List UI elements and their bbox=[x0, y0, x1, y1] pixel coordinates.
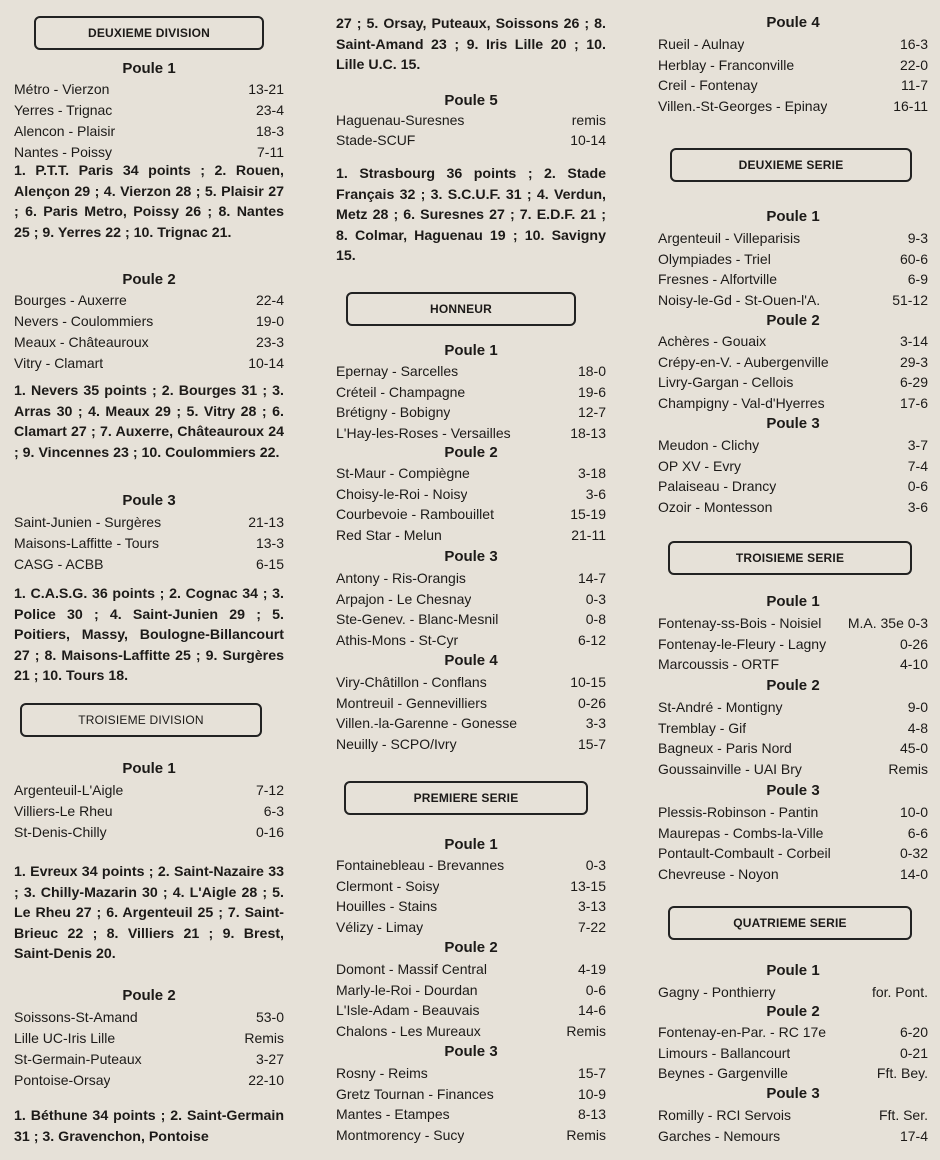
result-row bbox=[336, 484, 606, 504]
match-score: 53-0 bbox=[255, 1009, 284, 1025]
match-teams: Champigny - Val-d'Hyerres bbox=[658, 395, 825, 412]
match-score: 16-11 bbox=[893, 98, 928, 115]
result-row bbox=[658, 738, 928, 758]
match-score: 7-12 bbox=[255, 782, 284, 798]
result-row bbox=[658, 802, 928, 822]
match-teams: Fontenay-le-Fleury - Lagny bbox=[658, 635, 827, 652]
result-row bbox=[336, 959, 606, 979]
match-score: 0-16 bbox=[255, 824, 284, 840]
result-row bbox=[336, 980, 606, 1000]
match-teams: Maurepas - Combs-la-Ville bbox=[658, 824, 824, 841]
result-row bbox=[14, 512, 284, 532]
match-score: 16-3 bbox=[899, 36, 928, 52]
match-score: 4-8 bbox=[907, 719, 928, 736]
result-row bbox=[658, 96, 928, 116]
result-row bbox=[658, 634, 928, 654]
match-teams: St-Maur - Compiègne bbox=[336, 465, 470, 481]
match-teams: Houilles - Stains bbox=[336, 898, 438, 915]
match-score: 12-7 bbox=[577, 404, 606, 421]
match-score: 15-19 bbox=[570, 506, 606, 523]
match-score: 0-6 bbox=[585, 981, 606, 998]
match-teams: Epernay - Sarcelles bbox=[336, 363, 459, 379]
match-teams: Villen.-St-Georges - Epinay bbox=[658, 98, 828, 115]
match-teams: Red Star - Melun bbox=[336, 527, 442, 544]
result-row bbox=[14, 801, 284, 821]
poule-title: Poule 2 bbox=[766, 1003, 820, 1020]
result-row bbox=[14, 311, 284, 331]
result-row bbox=[14, 142, 284, 162]
match-score: 60-6 bbox=[899, 250, 928, 267]
match-teams: Créteil - Champagne bbox=[336, 383, 466, 400]
match-teams: Viry-Châtillon - Conflans bbox=[336, 674, 487, 690]
match-teams: Ste-Genev. - Blanc-Mesnil bbox=[336, 611, 499, 628]
match-teams: Chalons - Les Mureaux bbox=[336, 1023, 481, 1040]
result-row bbox=[658, 476, 928, 496]
result-row bbox=[658, 372, 928, 392]
result-row bbox=[336, 876, 606, 896]
match-score: 18-13 bbox=[570, 425, 606, 442]
match-score: 10-9 bbox=[577, 1085, 606, 1102]
match-score: 9-0 bbox=[907, 699, 928, 715]
result-row bbox=[658, 249, 928, 269]
match-score: 0-8 bbox=[585, 611, 606, 628]
match-score: 13-15 bbox=[570, 877, 606, 894]
match-teams: Métro - Vierzon bbox=[14, 81, 110, 97]
result-row bbox=[336, 463, 606, 483]
match-score: 0-6 bbox=[907, 478, 928, 495]
result-row bbox=[336, 734, 606, 754]
match-score: 22-0 bbox=[899, 56, 928, 73]
match-teams: L'Isle-Adam - Beauvais bbox=[336, 1002, 480, 1019]
match-score: Remis bbox=[888, 761, 928, 778]
match-score: Remis bbox=[244, 1030, 284, 1046]
match-teams: Fresnes - Alfortville bbox=[658, 271, 778, 288]
match-score: 6-20 bbox=[899, 1024, 928, 1040]
result-row bbox=[658, 75, 928, 95]
poule-title: Poule 3 bbox=[766, 782, 820, 799]
match-teams: Garches - Nemours bbox=[658, 1127, 781, 1144]
match-score: 10-14 bbox=[570, 132, 606, 148]
match-teams: Brétigny - Bobigny bbox=[336, 404, 451, 421]
result-row bbox=[658, 1105, 928, 1125]
result-row bbox=[336, 1125, 606, 1145]
result-row bbox=[14, 353, 284, 373]
poule-title: Poule 5 bbox=[444, 92, 498, 109]
match-teams: Limours - Ballancourt bbox=[658, 1044, 791, 1061]
match-teams: Livry-Gargan - Cellois bbox=[658, 374, 794, 391]
match-score: 10-0 bbox=[899, 804, 928, 820]
match-teams: St-Denis-Chilly bbox=[14, 824, 107, 840]
poule-title: Poule 1 bbox=[766, 593, 820, 610]
match-teams: St-André - Montigny bbox=[658, 699, 783, 715]
match-score: remis bbox=[571, 112, 606, 128]
result-row bbox=[14, 290, 284, 310]
match-score: 22-4 bbox=[255, 292, 284, 308]
match-score: 6-15 bbox=[255, 556, 284, 572]
poule-title: Poule 4 bbox=[444, 652, 498, 669]
result-row bbox=[658, 1126, 928, 1146]
result-row bbox=[658, 435, 928, 455]
match-teams: Meudon - Clichy bbox=[658, 437, 760, 453]
result-row bbox=[658, 393, 928, 413]
match-score: 10-15 bbox=[570, 674, 606, 690]
result-row bbox=[658, 982, 928, 1002]
result-row bbox=[658, 456, 928, 476]
result-row bbox=[658, 1022, 928, 1042]
match-score: 22-10 bbox=[248, 1072, 284, 1088]
result-row bbox=[336, 713, 606, 733]
match-teams: OP XV - Evry bbox=[658, 457, 741, 474]
result-row bbox=[336, 630, 606, 650]
match-score: 14-0 bbox=[899, 866, 928, 883]
match-score: 19-6 bbox=[577, 383, 606, 400]
match-score: 3-18 bbox=[577, 465, 606, 481]
match-teams: Vélizy - Limay bbox=[336, 919, 424, 936]
standings-paragraph: 1. Béthune 34 points ; 2. Saint-Germain 31 ; 3. Gravenchon, Pontoise bbox=[14, 1108, 284, 1145]
result-row bbox=[336, 1000, 606, 1020]
match-score: Fft. Ser. bbox=[878, 1107, 928, 1123]
match-teams: Clermont - Soisy bbox=[336, 877, 440, 894]
poule-title: Poule 2 bbox=[766, 312, 820, 329]
match-score: 23-3 bbox=[255, 334, 284, 350]
poule-title: Poule 3 bbox=[444, 1043, 498, 1060]
match-score: 17-6 bbox=[899, 395, 928, 412]
match-score: 13-3 bbox=[255, 535, 284, 551]
match-score: 7-22 bbox=[577, 919, 606, 936]
poule-title: Poule 1 bbox=[122, 60, 176, 77]
match-score: 4-10 bbox=[899, 656, 928, 673]
match-score: 18-0 bbox=[577, 363, 606, 379]
match-teams: Yerres - Trignac bbox=[14, 102, 113, 118]
match-teams: Saint-Junien - Surgères bbox=[14, 514, 162, 530]
match-teams: Achères - Gouaix bbox=[658, 333, 767, 349]
match-teams: Nantes - Poissy bbox=[14, 144, 113, 160]
match-teams: Gagny - Ponthierry bbox=[658, 984, 776, 1000]
result-row bbox=[336, 1063, 606, 1083]
result-row bbox=[336, 525, 606, 545]
match-teams: Montreuil - Gennevilliers bbox=[336, 694, 487, 711]
match-teams: Argenteuil - Villeparisis bbox=[658, 230, 801, 246]
match-score: 3-14 bbox=[899, 333, 928, 349]
result-row bbox=[658, 269, 928, 289]
result-row bbox=[14, 780, 284, 800]
match-score: 23-4 bbox=[255, 102, 284, 118]
result-row bbox=[336, 568, 606, 588]
result-row bbox=[336, 589, 606, 609]
result-row bbox=[336, 896, 606, 916]
match-teams: Crépy-en-V. - Aubergenville bbox=[658, 353, 829, 370]
match-score: 0-21 bbox=[899, 1044, 928, 1061]
match-teams: Rueil - Aulnay bbox=[658, 36, 745, 52]
match-teams: Lille UC-Iris Lille bbox=[14, 1030, 116, 1046]
match-score: 0-26 bbox=[577, 694, 606, 711]
match-teams: Neuilly - SCPO/Ivry bbox=[336, 736, 457, 753]
poule-title: Poule 2 bbox=[444, 939, 498, 956]
poule-title: Poule 3 bbox=[122, 492, 176, 509]
result-row bbox=[14, 533, 284, 553]
result-row bbox=[658, 55, 928, 75]
match-teams: Domont - Massif Central bbox=[336, 961, 487, 977]
result-row bbox=[336, 361, 606, 381]
poule-title: Poule 2 bbox=[122, 271, 176, 288]
match-score: 0-3 bbox=[585, 857, 606, 873]
result-row bbox=[336, 693, 606, 713]
match-teams: Haguenau-Suresnes bbox=[336, 112, 465, 128]
match-teams: L'Hay-les-Roses - Versailles bbox=[336, 425, 511, 442]
match-score: 11-7 bbox=[901, 77, 928, 94]
match-score: 6-29 bbox=[899, 374, 928, 391]
match-score: 21-11 bbox=[571, 527, 606, 544]
result-row bbox=[658, 718, 928, 738]
match-teams: Bourges - Auxerre bbox=[14, 292, 127, 308]
poule-title: Poule 3 bbox=[766, 415, 820, 432]
match-teams: Montmorency - Sucy bbox=[336, 1127, 465, 1144]
result-row bbox=[14, 79, 284, 99]
match-teams: St-Germain-Puteaux bbox=[14, 1051, 142, 1067]
match-score: 15-7 bbox=[577, 1065, 606, 1081]
result-row bbox=[658, 864, 928, 884]
match-score: 3-7 bbox=[907, 437, 928, 453]
result-row bbox=[14, 332, 284, 352]
match-teams: Bagneux - Paris Nord bbox=[658, 740, 792, 757]
result-row bbox=[14, 1028, 284, 1048]
poule-title: Poule 1 bbox=[444, 836, 498, 853]
match-score: Fft. Bey. bbox=[876, 1065, 928, 1082]
match-teams: Marcoussis - ORTF bbox=[658, 656, 780, 673]
result-row bbox=[336, 609, 606, 629]
standings-paragraph: 1. P.T.T. Paris 34 points ; 2. Rouen, Alençon 29 ; 4. Vierzon 28 ; 5. Plaisir 27 ; 6. Paris Metro, Poissy 26 ; 8. Nantes 25 ; 9. Yerres 22 ; 10. Trignac 21. bbox=[14, 163, 284, 241]
section-header-honneur: HONNEUR bbox=[346, 292, 576, 326]
match-score: 0-32 bbox=[899, 845, 928, 862]
poule-title: Poule 1 bbox=[766, 962, 820, 979]
result-row bbox=[658, 290, 928, 310]
match-teams: Marly-le-Roi - Dourdan bbox=[336, 981, 478, 998]
result-row bbox=[14, 822, 284, 842]
match-score: 0-26 bbox=[899, 635, 928, 652]
result-row bbox=[336, 917, 606, 937]
match-teams: Nevers - Coulommiers bbox=[14, 313, 154, 329]
match-score: 3-6 bbox=[907, 499, 928, 516]
result-row bbox=[658, 228, 928, 248]
match-score: 4-19 bbox=[577, 961, 606, 977]
result-row bbox=[658, 331, 928, 351]
match-teams: Plessis-Robinson - Pantin bbox=[658, 804, 819, 820]
match-score: 14-7 bbox=[577, 570, 606, 586]
match-teams: Pontoise-Orsay bbox=[14, 1072, 111, 1088]
match-score: 7-4 bbox=[907, 457, 928, 474]
match-score: 3-13 bbox=[577, 898, 606, 915]
match-teams: Pontault-Combault - Corbeil bbox=[658, 845, 831, 862]
result-row bbox=[14, 121, 284, 141]
result-row bbox=[336, 672, 606, 692]
poule-title: Poule 3 bbox=[444, 548, 498, 565]
match-teams: Antony - Ris-Orangis bbox=[336, 570, 466, 586]
match-score: M.A. 35e 0-3 bbox=[847, 615, 928, 631]
result-row bbox=[658, 654, 928, 674]
match-score: 3-6 bbox=[585, 485, 606, 502]
result-row bbox=[336, 1021, 606, 1041]
result-row bbox=[658, 1043, 928, 1063]
result-row bbox=[658, 1063, 928, 1083]
match-score: 10-14 bbox=[248, 355, 284, 371]
poule-title: Poule 2 bbox=[444, 444, 498, 461]
result-row bbox=[336, 1104, 606, 1124]
match-teams: Gretz Tournan - Finances bbox=[336, 1085, 494, 1102]
match-score: 8-13 bbox=[577, 1106, 606, 1123]
match-score: 9-3 bbox=[907, 230, 928, 246]
match-score: 51-12 bbox=[892, 292, 928, 309]
match-score: 17-4 bbox=[899, 1127, 928, 1144]
match-score: 6-9 bbox=[907, 271, 928, 288]
result-row bbox=[14, 1070, 284, 1090]
match-teams: Noisy-le-Gd - St-Ouen-l'A. bbox=[658, 292, 821, 309]
section-header-troisieme-serie: TROISIEME SERIE bbox=[668, 541, 912, 575]
match-score: 18-3 bbox=[255, 123, 284, 139]
match-teams: Creil - Fontenay bbox=[658, 77, 758, 94]
poule-title: Poule 2 bbox=[766, 677, 820, 694]
result-row bbox=[14, 1049, 284, 1069]
result-row bbox=[658, 759, 928, 779]
poule-title: Poule 2 bbox=[122, 987, 176, 1004]
match-teams: Choisy-le-Roi - Noisy bbox=[336, 485, 468, 502]
match-teams: Rosny - Reims bbox=[336, 1065, 428, 1081]
result-row bbox=[336, 1084, 606, 1104]
poule-title: Poule 4 bbox=[766, 14, 820, 31]
match-teams: Romilly - RCI Servois bbox=[658, 1107, 792, 1123]
match-score: 15-7 bbox=[577, 736, 606, 753]
match-teams: Fontenay-en-Par. - RC 17e bbox=[658, 1024, 827, 1040]
section-header-deuxieme-division: DEUXIEME DIVISION bbox=[34, 16, 264, 50]
result-row bbox=[14, 100, 284, 120]
poule-title: Poule 1 bbox=[444, 342, 498, 359]
match-teams: Fontainebleau - Brevannes bbox=[336, 857, 505, 873]
result-row bbox=[658, 497, 928, 517]
section-header-premiere-serie: PREMIERE SERIE bbox=[344, 781, 588, 815]
standings-continuation: 27 ; 5. Orsay, Puteaux, Soissons 26 ; 8. Saint-Amand 23 ; 9. Iris Lille 20 ; 10. Lille U.C. 15. bbox=[336, 16, 606, 74]
match-teams: Mantes - Etampes bbox=[336, 1106, 450, 1123]
result-row bbox=[658, 613, 928, 633]
result-row bbox=[658, 697, 928, 717]
match-score: 14-6 bbox=[577, 1002, 606, 1019]
match-teams: Maisons-Laffitte - Tours bbox=[14, 535, 159, 551]
match-teams: Ozoir - Montesson bbox=[658, 499, 773, 516]
match-teams: Palaiseau - Drancy bbox=[658, 478, 777, 495]
section-header-troisieme-division: TROISIEME DIVISION bbox=[20, 703, 262, 737]
match-teams: Argenteuil-L'Aigle bbox=[14, 782, 124, 798]
match-score: Remis bbox=[566, 1127, 606, 1144]
match-teams: Alencon - Plaisir bbox=[14, 123, 116, 139]
match-score: 6-6 bbox=[907, 824, 928, 841]
poule-title: Poule 3 bbox=[766, 1085, 820, 1102]
match-teams: Beynes - Gargenville bbox=[658, 1065, 788, 1082]
result-row bbox=[336, 382, 606, 402]
result-row bbox=[336, 504, 606, 524]
match-score: 6-12 bbox=[577, 632, 606, 649]
match-teams: Athis-Mons - St-Cyr bbox=[336, 632, 459, 649]
section-header-quatrieme-serie: QUATRIEME SERIE bbox=[668, 906, 912, 940]
match-score: 7-11 bbox=[257, 144, 284, 160]
match-score: 45-0 bbox=[899, 740, 928, 757]
poule-title: Poule 1 bbox=[122, 760, 176, 777]
match-teams: Arpajon - Le Chesnay bbox=[336, 590, 472, 607]
match-teams: Soissons-St-Amand bbox=[14, 1009, 138, 1025]
result-row bbox=[14, 1007, 284, 1027]
result-row bbox=[658, 843, 928, 863]
match-teams: Stade-SCUF bbox=[336, 132, 416, 148]
match-score: 3-27 bbox=[255, 1051, 284, 1067]
match-score: for. Pont. bbox=[871, 984, 928, 1000]
result-row bbox=[658, 34, 928, 54]
result-row bbox=[658, 352, 928, 372]
match-teams: Villiers-Le Rheu bbox=[14, 803, 113, 819]
match-teams: Chevreuse - Noyon bbox=[658, 866, 779, 883]
match-score: Remis bbox=[566, 1023, 606, 1040]
match-teams: Tremblay - Gif bbox=[658, 719, 747, 736]
standings-paragraph: 1. Nevers 35 points ; 2. Bourges 31 ; 3. Arras 30 ; 4. Meaux 29 ; 5. Vitry 28 ; 6. Clamart 27 ; 7. Auxerre, Châteauroux 24 ; 9. Vincennes 23 ; 10. Coulommiers 22. bbox=[14, 383, 284, 461]
result-row bbox=[658, 823, 928, 843]
match-teams: Fontenay-ss-Bois - Noisiel bbox=[658, 615, 822, 631]
match-teams: Herblay - Franconville bbox=[658, 56, 795, 73]
match-score: 0-3 bbox=[585, 590, 606, 607]
match-score: 6-3 bbox=[263, 803, 284, 819]
match-score: 21-13 bbox=[248, 514, 284, 530]
result-row bbox=[14, 554, 284, 574]
match-teams: Courbevoie - Rambouillet bbox=[336, 506, 494, 523]
match-score: 29-3 bbox=[899, 353, 928, 370]
match-score: 13-21 bbox=[248, 81, 284, 97]
match-score: 19-0 bbox=[255, 313, 284, 329]
result-row bbox=[336, 423, 606, 443]
standings-paragraph: 1. C.A.S.G. 36 points ; 2. Cognac 34 ; 3. Police 30 ; 4. Saint-Junien 29 ; 5. Poitiers, Massy, Boulogne-Billancourt 27 ; 8. Maisons-Laffitte 25 ; 9. Surgères 21 ; 10. Tours 18. bbox=[14, 586, 284, 685]
standings-paragraph: 1. Strasbourg 36 points ; 2. Stade Français 32 ; 3. S.C.U.F. 31 ; 4. Verdun, Metz 28 ; 6. Suresnes 27 ; 7. E.D.F. 21 ; 8. Colmar, Haguenau 19 ; 10. Savigny 15. bbox=[336, 166, 606, 265]
match-teams: Vitry - Clamart bbox=[14, 355, 104, 371]
match-teams: Meaux - Châteauroux bbox=[14, 334, 149, 350]
match-teams: Olympiades - Triel bbox=[658, 250, 771, 267]
match-teams: Goussainville - UAI Bry bbox=[658, 761, 802, 778]
poule-title: Poule 1 bbox=[766, 208, 820, 225]
match-teams: Villen.-la-Garenne - Gonesse bbox=[336, 715, 518, 732]
result-row bbox=[336, 402, 606, 422]
result-row bbox=[336, 130, 606, 150]
match-teams: CASG - ACBB bbox=[14, 556, 104, 572]
section-header-deuxieme-serie: DEUXIEME SERIE bbox=[670, 148, 912, 182]
result-row bbox=[336, 110, 606, 130]
standings-paragraph: 1. Evreux 34 points ; 2. Saint-Nazaire 33 ; 3. Chilly-Mazarin 30 ; 4. L'Aigle 28 ; 5. Le Rheu 27 ; 6. Argenteuil 25 ; 7. Saint-Brieuc 22 ; 8. Villiers 21 ; 9. Brest, Saint-Denis 20. bbox=[14, 864, 284, 963]
match-score: 3-3 bbox=[585, 715, 606, 732]
result-row bbox=[336, 855, 606, 875]
